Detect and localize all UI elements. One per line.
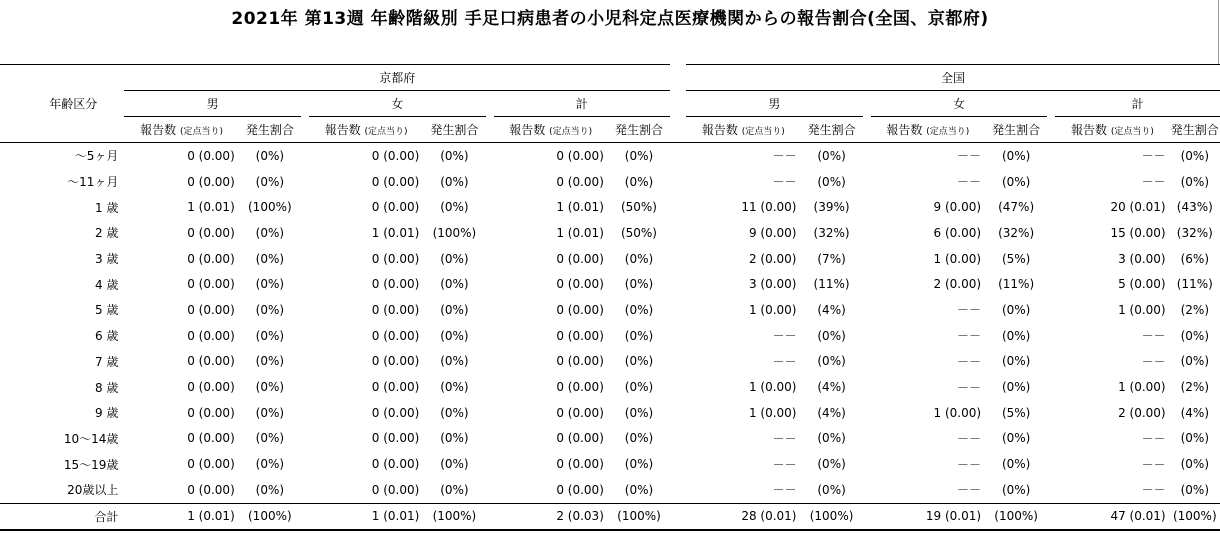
report-count-cell: 15 (0.00)	[1110, 225, 1166, 240]
ratio-cell: (5%)	[1001, 405, 1031, 420]
reports-label: 報告数	[140, 123, 177, 137]
report-count-cell: 0 (0.00)	[371, 148, 420, 163]
age-cell: 9 歳	[94, 406, 119, 421]
ratio-cell: (0%)	[255, 405, 285, 420]
ratio-cell: (0%)	[255, 431, 285, 446]
ratio-cell: (0%)	[440, 277, 469, 292]
report-count-cell: 0 (0.00)	[187, 277, 235, 292]
report-count-cell: －－	[1141, 175, 1166, 190]
report-count-cell: 0 (0.00)	[556, 328, 604, 343]
report-count-cell: －－	[772, 175, 797, 190]
ratio-cell: (0%)	[440, 148, 469, 163]
kyoto-female-reports-header	[309, 117, 423, 143]
report-count-cell: 0 (0.00)	[556, 431, 604, 446]
report-count-cell: 9 (0.00)	[933, 200, 982, 215]
table-row	[0, 477, 1220, 503]
national-female-reports-header	[871, 117, 985, 143]
region-header-national: 全国	[686, 65, 1220, 91]
report-count-cell: －－	[772, 329, 797, 344]
ratio-cell: (0%)	[1001, 354, 1031, 369]
report-count-cell: 0 (0.00)	[371, 405, 420, 420]
table-row	[0, 143, 1220, 169]
report-count-cell: 0 (0.00)	[371, 354, 420, 369]
ratio-cell: (0%)	[440, 431, 469, 446]
report-count-cell: －－	[1141, 457, 1166, 472]
table-row	[0, 169, 1220, 195]
table-row	[0, 451, 1220, 477]
ratio-cell: (0%)	[1001, 457, 1031, 472]
ratio-cell: (0%)	[817, 431, 846, 446]
report-count-cell: 0 (0.00)	[187, 457, 235, 472]
report-count-cell: 0 (0.00)	[187, 380, 235, 395]
report-count-cell: －－	[772, 149, 797, 164]
report-count-cell: 0 (0.00)	[371, 431, 420, 446]
age-cell: 20歳以上	[67, 483, 119, 498]
report-count-cell: 0 (0.00)	[187, 148, 235, 163]
per-site-label: (定点当り)	[549, 127, 593, 137]
age-cell: 4 歳	[94, 277, 119, 292]
ratio-cell: (100%)	[432, 225, 477, 240]
age-cell: 合計	[0, 503, 124, 530]
ratio-cell: (11%)	[813, 277, 850, 292]
ratio-cell: (0%)	[624, 148, 654, 163]
ratio-cell: (0%)	[1180, 174, 1209, 189]
national-female-header: 女	[871, 91, 1048, 117]
ratio-cell: (0%)	[817, 148, 846, 163]
ratio-cell: (50%)	[620, 225, 657, 240]
frame-edge	[1218, 0, 1219, 64]
ratio-cell: (0%)	[1180, 482, 1209, 497]
report-count-cell: 0 (0.00)	[556, 354, 604, 369]
report-count-cell: －－	[957, 175, 982, 190]
report-count-cell: 0 (0.00)	[556, 380, 604, 395]
report-count-cell: 0 (0.00)	[371, 482, 420, 497]
ratio-cell: (100%)	[239, 503, 301, 530]
report-count-cell: 0 (0.00)	[371, 277, 420, 292]
report-count-cell: 5 (0.00)	[1118, 277, 1166, 292]
kyoto-female-header: 女	[309, 91, 486, 117]
ratio-cell: (11%)	[998, 277, 1035, 292]
ratio-cell: (50%)	[620, 200, 657, 215]
report-count-cell: 3 (0.00)	[1118, 251, 1166, 266]
ratio-cell: (0%)	[624, 328, 654, 343]
report-count-cell: －－	[1141, 149, 1166, 164]
table-row	[0, 220, 1220, 246]
report-count-cell: －－	[957, 431, 982, 446]
report-count-cell: －－	[772, 457, 797, 472]
report-count-cell: 47 (0.01)	[1055, 503, 1169, 530]
table-row	[0, 426, 1220, 452]
per-site-label: (定点当り)	[926, 127, 970, 137]
ratio-cell: (7%)	[817, 251, 846, 266]
reports-label: 報告数	[886, 123, 923, 137]
kyoto-male-header: 男	[124, 91, 301, 117]
ratio-cell: (39%)	[813, 200, 850, 215]
ratio-cell: (0%)	[1001, 328, 1031, 343]
report-count-cell: －－	[1141, 431, 1166, 446]
ratio-cell: (0%)	[255, 225, 285, 240]
ratio-cell: (0%)	[817, 457, 846, 472]
ratio-cell: (0%)	[255, 174, 285, 189]
report-count-cell: 1 (0.01)	[556, 200, 604, 215]
report-count-cell: 0 (0.00)	[187, 482, 235, 497]
report-count-cell: 6 (0.00)	[933, 225, 982, 240]
ratio-cell: (4%)	[817, 380, 846, 395]
ratio-cell: (0%)	[817, 354, 846, 369]
ratio-cell: (100%)	[800, 503, 862, 530]
report-count-cell: 0 (0.00)	[556, 277, 604, 292]
report-count-cell: －－	[1141, 483, 1166, 498]
reports-label: 報告数	[701, 123, 738, 137]
report-count-cell: 0 (0.00)	[187, 174, 235, 189]
report-count-cell: 0 (0.00)	[371, 251, 420, 266]
report-count-cell: 0 (0.00)	[556, 148, 604, 163]
ratio-cell: (0%)	[440, 302, 469, 317]
national-male-ratio-header: 発生割合	[800, 117, 862, 143]
ratio-cell: (0%)	[1001, 148, 1031, 163]
age-cell: ～11ヶ月	[67, 175, 119, 190]
report-count-cell: 1 (0.00)	[1118, 380, 1166, 395]
ratio-cell: (100%)	[985, 503, 1047, 530]
report-count-cell: 0 (0.00)	[371, 174, 420, 189]
ratio-cell: (0%)	[817, 482, 846, 497]
report-count-cell: 2 (0.00)	[748, 251, 797, 266]
report-count-cell: －－	[957, 483, 982, 498]
report-count-cell: 0 (0.00)	[556, 251, 604, 266]
age-cell: 2 歳	[94, 226, 119, 241]
ratio-cell: (43%)	[1176, 200, 1213, 215]
table-row	[0, 271, 1220, 297]
ratio-cell: (0%)	[624, 251, 654, 266]
ratio-cell: (0%)	[255, 277, 285, 292]
page-title: 2021年 第13週 年齢階級別 手足口病患者の小児科定点医療機関からの報告割合(全国、京都府)	[231, 9, 989, 29]
ratio-cell: (0%)	[624, 457, 654, 472]
ratio-cell: (0%)	[440, 380, 469, 395]
report-count-cell: 1 (0.00)	[933, 251, 982, 266]
reports-label: 報告数	[1070, 123, 1107, 137]
ratio-cell: (0%)	[255, 302, 285, 317]
ratio-cell: (0%)	[624, 354, 654, 369]
ratio-cell: (0%)	[440, 328, 469, 343]
ratio-cell: (0%)	[1001, 174, 1031, 189]
ratio-cell: (0%)	[1180, 354, 1209, 369]
ratio-cell: (0%)	[1001, 431, 1031, 446]
report-count-cell: 2 (0.00)	[933, 277, 982, 292]
ratio-cell: (100%)	[1170, 503, 1220, 530]
ratio-cell: (0%)	[624, 302, 654, 317]
kyoto-male-reports-header	[124, 117, 238, 143]
report-count-cell: 1 (0.00)	[748, 405, 797, 420]
ratio-cell: (0%)	[624, 405, 654, 420]
total-row	[0, 503, 1220, 530]
national-male-header: 男	[686, 91, 863, 117]
table-row	[0, 400, 1220, 426]
ratio-cell: (100%)	[608, 503, 670, 530]
age-cell: 3 歳	[94, 252, 119, 267]
report-count-cell: 3 (0.00)	[748, 277, 797, 292]
report-count-cell: 2 (0.03)	[494, 503, 608, 530]
report-count-cell: 0 (0.00)	[371, 302, 420, 317]
ratio-cell: (2%)	[1180, 302, 1209, 317]
report-count-cell: 0 (0.00)	[187, 431, 235, 446]
table-row	[0, 297, 1220, 323]
report-count-cell: 9 (0.00)	[748, 225, 797, 240]
report-table	[0, 64, 1220, 531]
report-count-cell: 0 (0.00)	[187, 405, 235, 420]
ratio-cell: (0%)	[440, 457, 469, 472]
kyoto-total-header: 計	[494, 91, 671, 117]
report-count-cell: 0 (0.00)	[556, 457, 604, 472]
per-site-label: (定点当り)	[364, 127, 408, 137]
report-count-cell: 0 (0.00)	[187, 328, 235, 343]
table-row	[0, 374, 1220, 400]
report-count-cell: 1 (0.00)	[1118, 302, 1166, 317]
report-count-cell: －－	[1141, 329, 1166, 344]
ratio-cell: (0%)	[1001, 380, 1031, 395]
national-male-reports-header	[686, 117, 800, 143]
report-count-cell: 0 (0.00)	[556, 405, 604, 420]
report-count-cell: 0 (0.00)	[371, 200, 420, 215]
report-count-cell: 0 (0.00)	[187, 354, 235, 369]
report-count-cell: 1 (0.00)	[933, 405, 982, 420]
ratio-cell: (32%)	[813, 225, 850, 240]
region-gap	[670, 65, 686, 91]
ratio-cell: (100%)	[248, 200, 292, 215]
ratio-cell: (0%)	[255, 328, 285, 343]
ratio-cell: (0%)	[624, 380, 654, 395]
report-count-cell: －－	[957, 149, 982, 164]
report-count-cell: －－	[1141, 354, 1166, 369]
ratio-cell: (6%)	[1180, 251, 1209, 266]
ratio-cell: (0%)	[255, 251, 285, 266]
per-site-label: (定点当り)	[179, 127, 223, 137]
report-count-cell: 0 (0.00)	[371, 380, 420, 395]
ratio-cell: (0%)	[624, 431, 654, 446]
ratio-cell: (2%)	[1180, 380, 1209, 395]
age-cell: 10～14歳	[63, 431, 119, 446]
ratio-cell: (0%)	[255, 148, 285, 163]
report-count-cell: 0 (0.00)	[556, 174, 604, 189]
report-count-cell: －－	[957, 329, 982, 344]
ratio-cell: (0%)	[440, 482, 469, 497]
ratio-cell: (4%)	[817, 405, 846, 420]
age-cell: 1 歳	[94, 200, 119, 215]
report-count-cell: 1 (0.01)	[124, 503, 238, 530]
ratio-cell: (0%)	[440, 405, 469, 420]
report-count-cell: 0 (0.00)	[187, 302, 235, 317]
ratio-cell: (0%)	[624, 277, 654, 292]
report-count-cell: －－	[957, 303, 982, 318]
age-column-header: 年齢区分	[0, 65, 124, 143]
ratio-cell: (0%)	[1180, 328, 1209, 343]
per-site-label: (定点当り)	[1110, 127, 1154, 137]
ratio-cell: (0%)	[1001, 482, 1031, 497]
ratio-cell: (0%)	[440, 174, 469, 189]
ratio-cell: (0%)	[440, 200, 469, 215]
age-cell: ～5ヶ月	[74, 149, 119, 164]
report-count-cell: 1 (0.01)	[371, 225, 420, 240]
report-count-cell: 1 (0.01)	[556, 225, 604, 240]
ratio-cell: (0%)	[1180, 431, 1209, 446]
report-count-cell: 0 (0.00)	[187, 225, 235, 240]
age-cell: 6 歳	[94, 329, 119, 344]
ratio-cell: (32%)	[1176, 225, 1213, 240]
age-cell: 15～19歳	[63, 457, 119, 472]
report-count-cell: －－	[957, 354, 982, 369]
ratio-cell: (0%)	[255, 380, 285, 395]
ratio-cell: (0%)	[817, 174, 846, 189]
national-total-ratio-header: 発生割合	[1170, 117, 1220, 143]
report-count-cell: 20 (0.01)	[1110, 200, 1166, 215]
ratio-cell: (0%)	[624, 482, 654, 497]
table-row	[0, 246, 1220, 272]
kyoto-total-ratio-header: 発生割合	[608, 117, 670, 143]
age-cell: 7 歳	[94, 354, 119, 369]
report-count-cell: －－	[957, 457, 982, 472]
ratio-cell: (0%)	[255, 482, 285, 497]
national-total-reports-header	[1055, 117, 1169, 143]
ratio-cell: (0%)	[1001, 302, 1031, 317]
report-count-cell: 1 (0.00)	[748, 302, 797, 317]
ratio-cell: (0%)	[1180, 457, 1209, 472]
ratio-cell: (4%)	[1180, 405, 1209, 420]
ratio-cell: (11%)	[1176, 277, 1213, 292]
report-count-cell: 0 (0.00)	[371, 328, 420, 343]
report-count-cell: －－	[772, 483, 797, 498]
age-cell: 8 歳	[94, 380, 119, 395]
reports-label: 報告数	[509, 123, 546, 137]
ratio-cell: (5%)	[1001, 251, 1031, 266]
report-count-cell: －－	[772, 354, 797, 369]
report-count-cell: 19 (0.01)	[871, 503, 985, 530]
kyoto-total-reports-header	[494, 117, 608, 143]
kyoto-female-ratio-header: 発生割合	[423, 117, 485, 143]
report-count-cell: 11 (0.00)	[741, 200, 797, 215]
ratio-cell: (100%)	[423, 503, 485, 530]
table-row	[0, 323, 1220, 349]
kyoto-male-ratio-header: 発生割合	[239, 117, 301, 143]
ratio-cell: (0%)	[817, 328, 846, 343]
reports-label: 報告数	[324, 123, 361, 137]
national-female-ratio-header: 発生割合	[985, 117, 1047, 143]
ratio-cell: (0%)	[440, 251, 469, 266]
ratio-cell: (0%)	[624, 174, 654, 189]
report-count-cell: －－	[772, 431, 797, 446]
per-site-label: (定点当り)	[741, 127, 785, 137]
ratio-cell: (4%)	[817, 302, 846, 317]
report-count-cell: 0 (0.00)	[556, 302, 604, 317]
ratio-cell: (0%)	[255, 457, 285, 472]
report-count-cell: －－	[957, 380, 982, 395]
report-count-cell: 0 (0.00)	[187, 251, 235, 266]
report-count-cell: 1 (0.00)	[748, 380, 797, 395]
report-count-cell: 0 (0.00)	[556, 482, 604, 497]
ratio-cell: (0%)	[255, 354, 285, 369]
report-count-cell: 28 (0.01)	[686, 503, 800, 530]
ratio-cell: (32%)	[998, 225, 1035, 240]
age-cell: 5 歳	[94, 303, 119, 318]
report-count-cell: 2 (0.00)	[1118, 405, 1166, 420]
ratio-cell: (0%)	[440, 354, 469, 369]
table-row	[0, 194, 1220, 220]
report-count-cell: 0 (0.00)	[371, 457, 420, 472]
national-total-header: 計	[1055, 91, 1220, 117]
ratio-cell: (0%)	[1180, 148, 1209, 163]
report-count-cell: 1 (0.01)	[309, 503, 423, 530]
ratio-cell: (47%)	[998, 200, 1035, 215]
region-header-kyoto: 京都府	[124, 65, 670, 91]
report-count-cell: 1 (0.01)	[187, 200, 235, 215]
table-row	[0, 349, 1220, 375]
